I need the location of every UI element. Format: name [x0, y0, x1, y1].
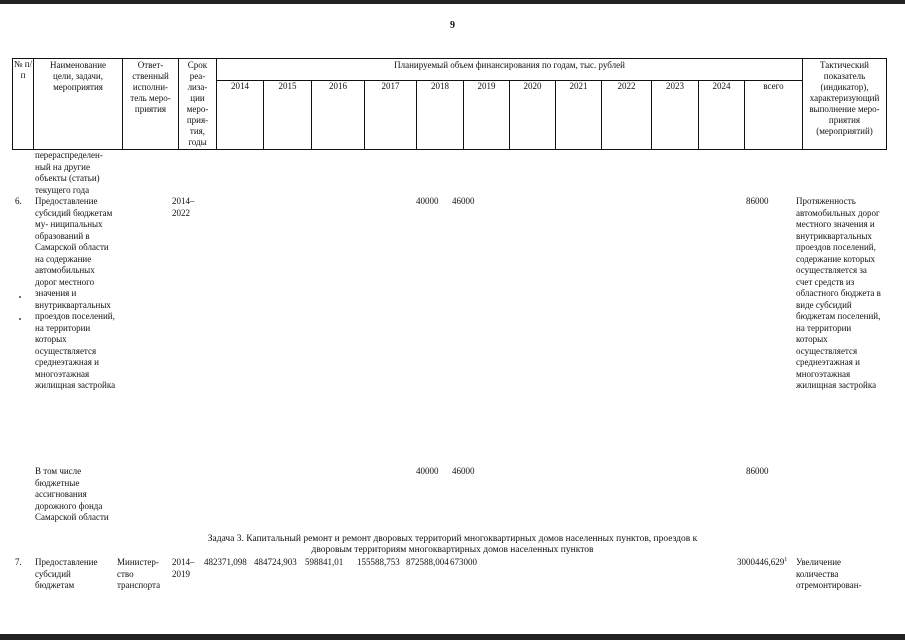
year-2024-label: 2024	[712, 81, 731, 91]
row6-name: Предоставление субсидий бюджетам му- ниципальных образований в Самарской области на содержание автомобильных дорог местного значения и внутриквартальных проездов поселений, на территории которых осуществляется среднеэтажная и многоэтажная жилищная застройка	[35, 196, 116, 390]
header-indicator	[802, 58, 887, 150]
row7-indicator: Увеличение количества отремонтирован-	[796, 557, 862, 590]
row7-2018: 872588,004	[406, 557, 449, 567]
row6-term: 2014– 2022	[172, 196, 195, 218]
header-name-label: Наименование цели, задачи, мероприятия	[49, 60, 107, 92]
row7-2016: 598841,01	[305, 557, 344, 567]
row7-2014: 482371,098	[204, 557, 247, 567]
header-name	[33, 58, 122, 150]
year-2019	[463, 80, 509, 150]
header-plan-label: Планируемый объем финансирования по годам, тыс. рублей	[394, 60, 625, 70]
year-2019-label: 2019	[477, 81, 496, 91]
year-2018	[416, 80, 463, 150]
year-2022	[601, 80, 651, 150]
year-2017-label: 2017	[381, 81, 400, 91]
header-executor-label: Ответ- ственный исполни- тель меро- приятия	[130, 60, 171, 114]
header-term	[178, 58, 216, 150]
year-2021-label: 2021	[569, 81, 588, 91]
header-plan	[216, 58, 802, 80]
year-2023-label: 2023	[666, 81, 684, 91]
year-2020	[509, 80, 555, 150]
row6-2019: 46000	[452, 196, 475, 206]
year-2017	[364, 80, 416, 150]
row7-total-value: 3000446,629	[737, 557, 785, 567]
scan-dot	[19, 318, 21, 320]
row6-sub-name: В том числе бюджетные ассигнования дорожного фонда Самарской области	[35, 466, 109, 522]
header-no	[12, 58, 33, 150]
year-2024	[698, 80, 744, 150]
year-2016-label: 2016	[329, 81, 347, 91]
year-2020-label: 2020	[523, 81, 542, 91]
top-border	[0, 0, 905, 4]
header-executor	[122, 58, 178, 150]
row7-total	[737, 557, 787, 567]
row7-number: 7.	[15, 557, 22, 567]
row7-total-footnote: 1	[784, 557, 788, 563]
year-2015-label: 2015	[278, 81, 297, 91]
year-2014-label: 2014	[231, 81, 249, 91]
year-2021	[555, 80, 601, 150]
year-2023	[651, 80, 698, 150]
year-total	[744, 80, 802, 150]
year-2016	[311, 80, 364, 150]
year-total-label: всего	[763, 81, 784, 91]
header-no-label: № п/п	[13, 59, 33, 80]
row7-executor: Министер- ство транспорта	[117, 557, 161, 590]
task3-heading: Задача 3. Капитальный ремонт и ремонт дворовых территорий многоквартирных домов населенных пунктов, проездов к дворовым территориям многоквартирных домов населенных пунктов	[207, 534, 698, 555]
table-header	[12, 58, 887, 150]
year-2022-label: 2022	[617, 81, 636, 91]
year-2014	[216, 80, 263, 150]
row6-total: 86000	[746, 196, 769, 206]
scan-dot	[19, 296, 21, 298]
row6-2018: 40000	[416, 196, 439, 206]
row7-2015: 484724,903	[254, 557, 297, 567]
row7-term: 2014– 2019	[172, 557, 195, 579]
carry-over-text: перераспределен- ный на другие объекты (статьи) текущего года	[35, 150, 103, 195]
row6-sub-total: 86000	[746, 466, 769, 476]
row6-sub-2018: 40000	[416, 466, 439, 476]
year-2015	[263, 80, 311, 150]
bottom-border	[0, 634, 905, 640]
row6-indicator: Протяженность автомобильных дорог местного значения и внутриквартальных проездов поселений, содержание которых осуществляется за счет средств из областного бюджета в виде субсидий бюджетам поселений, на территории которых осуществляется среднеэтажная и многоэтажная жилищная застройка	[796, 196, 881, 390]
header-indicator-label: Тактический показатель (индикатор), характеризующий выполнение меро- приятия (мероприятий)	[809, 60, 880, 136]
row7-name: Предоставление субсидий бюджетам	[35, 557, 98, 590]
row7-2019: 673000	[450, 557, 477, 567]
page-number: 9	[450, 20, 455, 31]
row7-2017: 155588,753	[357, 557, 400, 567]
header-term-label: Срок реа- лиза- ции меро- прия- тия, годы	[186, 60, 209, 147]
row6-sub-2019: 46000	[452, 466, 475, 476]
row6-number: 6.	[15, 196, 22, 206]
year-2018-label: 2018	[431, 81, 449, 91]
